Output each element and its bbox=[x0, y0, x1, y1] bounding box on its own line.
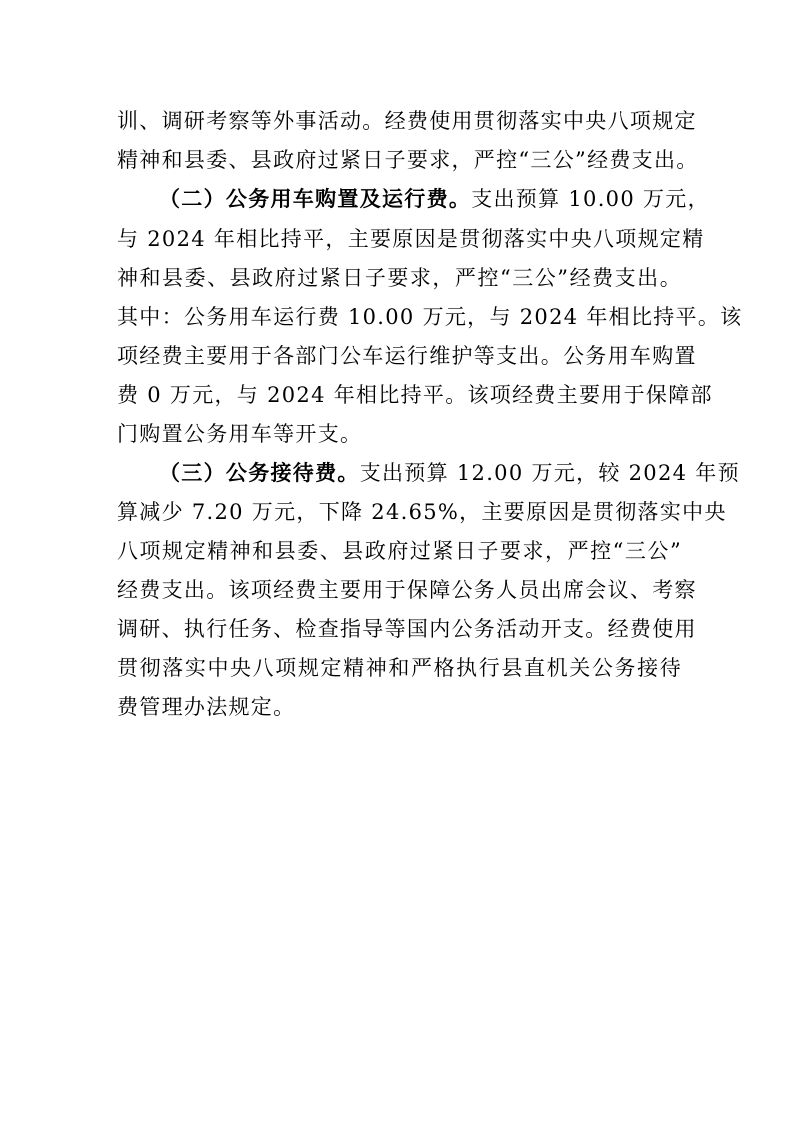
section-heading-reception-costs: （三）公务接待费。 bbox=[159, 461, 360, 485]
text-line: 经费支出。该项经费主要用于保障公务人员出席会议、考察 bbox=[117, 578, 697, 602]
text-line: 算减少 7.20 万元，下降 24.65%，主要原因是贯彻落实中央 bbox=[117, 500, 727, 524]
text-segment: 支出预算 12.00 万元，较 2024 年预 bbox=[359, 461, 740, 485]
text-line: 调研、执行任务、检查指导等国内公务活动开支。经费使用 bbox=[117, 617, 697, 641]
text-line: 项经费主要用于各部门公车运行维护等支出。公务用车购置 bbox=[117, 344, 697, 368]
text-line: 与 2024 年相比持平，主要原因是贯彻落实中央八项规定精 bbox=[117, 227, 705, 251]
text-line bbox=[159, 453, 740, 493]
text-line: 八项规定精神和县委、县政府过紧日子要求，严控“三公” bbox=[117, 539, 682, 563]
section-heading-vehicle-costs: （二）公务用车购置及运行费。 bbox=[159, 187, 472, 211]
text-line: 其中：公务用车运行费 10.00 万元，与 2024 年相比持平。该 bbox=[117, 305, 743, 329]
text-line: 神和县委、县政府过紧日子要求，严控“三公”经费支出。 bbox=[117, 266, 682, 290]
text-line bbox=[159, 179, 710, 219]
text-line: 门购置公务用车等开支。 bbox=[117, 422, 363, 446]
text-line: 贯彻落实中央八项规定精神和严格执行县直机关公务接待 bbox=[117, 656, 682, 680]
text-line: 训、调研考察等外事活动。经费使用贯彻落实中央八项规定 bbox=[117, 109, 697, 133]
text-line: 费 0 万元，与 2024 年相比持平。该项经费主要用于保障部 bbox=[117, 383, 713, 407]
text-line: 精神和县委、县政府过紧日子要求，严控“三公”经费支出。 bbox=[117, 148, 699, 172]
text-line: 费管理办法规定。 bbox=[117, 695, 296, 719]
text-segment: 支出预算 10.00 万元， bbox=[471, 187, 710, 211]
